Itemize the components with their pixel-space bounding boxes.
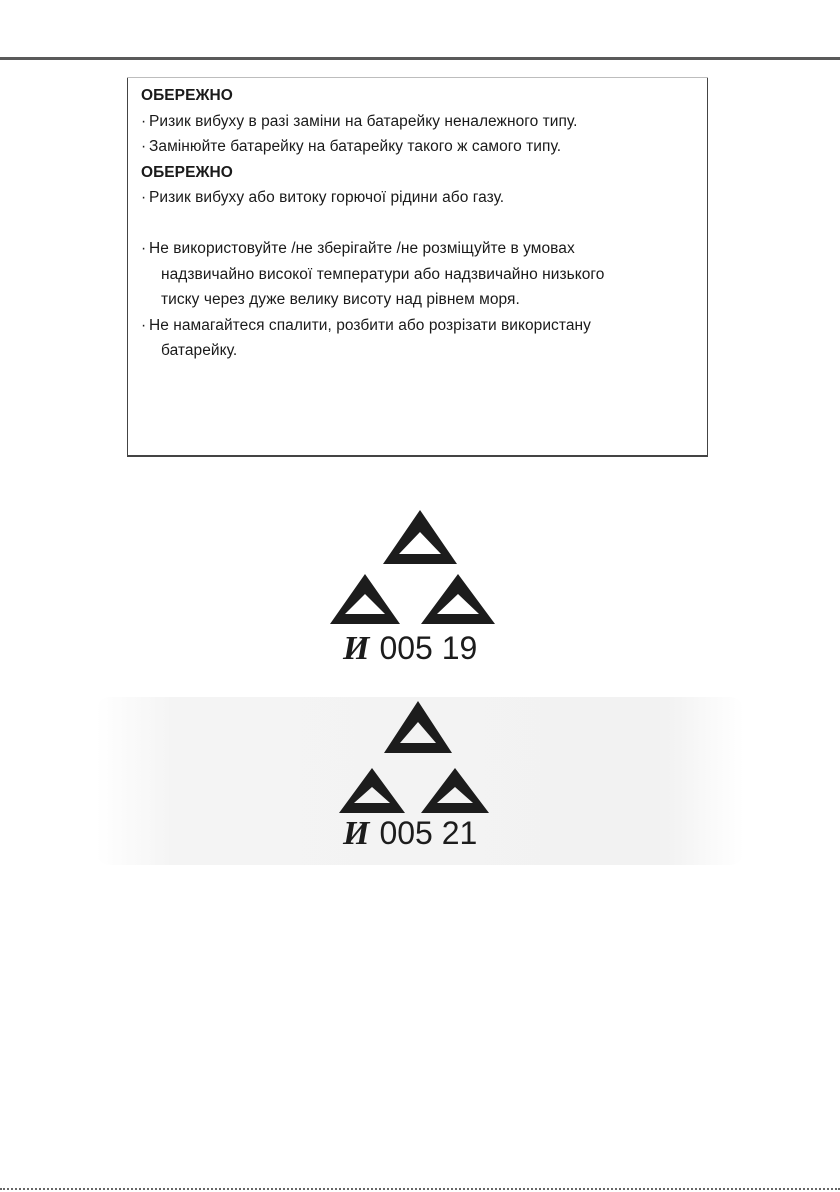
bullet: · [141, 239, 147, 257]
caution-line-continued: надзвичайно високої температури або надзвичайно низького [161, 265, 605, 283]
mark-letter: И [343, 630, 370, 667]
triple-triangle-icon [330, 695, 510, 821]
caution-line [141, 185, 707, 211]
header-rule [0, 57, 840, 60]
caution-text: Не намагайтеся спалити, розбити або розрізати використану [149, 316, 591, 334]
caution-heading-1: ОБЕРЕЖНО [141, 87, 233, 104]
mark-number: 005 21 [379, 815, 478, 851]
caution-box [127, 77, 708, 457]
certification-mark [330, 506, 510, 676]
caution-line [141, 236, 707, 262]
mark-letter: И [343, 815, 370, 852]
caution-text: Ризик вибуху в разі заміни на батарейку неналежного типу. [149, 112, 578, 130]
mark-code [343, 815, 477, 853]
mark-number: 005 19 [379, 630, 478, 666]
mark-code [343, 630, 477, 668]
bullet: · [141, 316, 147, 334]
caution-text: Ризик вибуху або витоку горючої рідини або газу. [149, 189, 505, 207]
caution-heading-2: ОБЕРЕЖНО [141, 163, 233, 181]
box-top-edge [127, 77, 708, 78]
caution-line-continued: батарейку. [161, 342, 238, 360]
caution-line [141, 313, 707, 339]
bullet: · [141, 189, 147, 207]
caution-text: Замінюйте батарейку на батарейку такого ж самого типу. [149, 138, 562, 156]
footer-rule [0, 1188, 840, 1190]
caution-line-continued: тиску через дуже велику висоту над рівнем моря. [161, 291, 520, 309]
spacer [141, 211, 707, 236]
triple-triangle-icon [330, 506, 510, 636]
bullet: · [141, 112, 147, 130]
bullet: · [141, 138, 147, 156]
caution-line [141, 109, 707, 135]
caution-line [141, 134, 707, 160]
certification-mark [330, 695, 510, 860]
caution-text: Не використовуйте /не зберігайте /не розміщуйте в умовах [149, 239, 575, 257]
